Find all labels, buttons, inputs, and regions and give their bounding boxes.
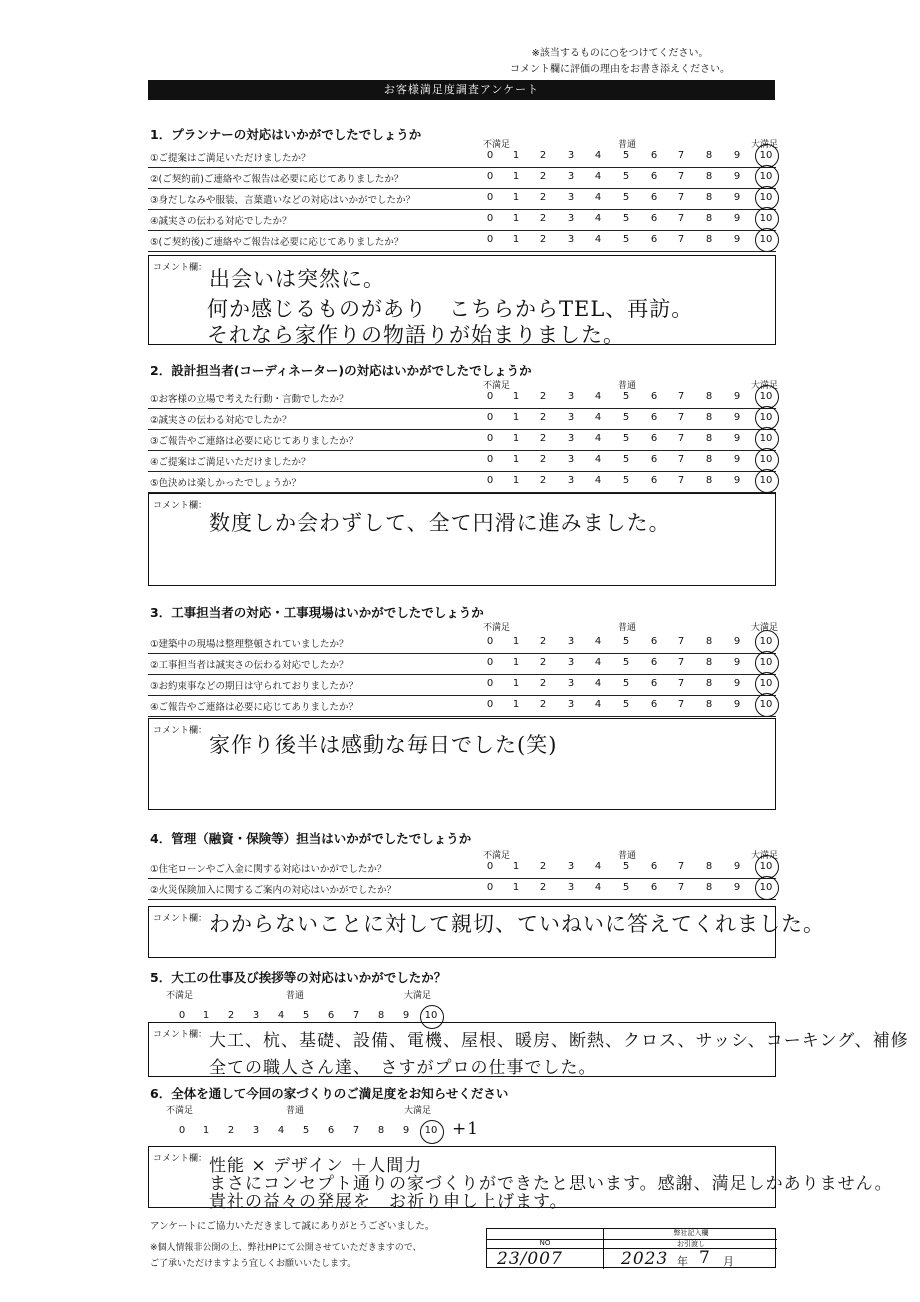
rating-option[interactable]: 7 [352, 1125, 360, 1136]
rating-option[interactable]: 1 [512, 882, 520, 893]
scale-mid-label: 普通 [618, 623, 637, 633]
rating-option[interactable]: 5 [622, 433, 630, 444]
comment-box-3 [148, 718, 776, 810]
rating-option[interactable]: 6 [650, 391, 658, 402]
question-text: ④ご報告やご連絡は必要に応じてありましたか？ [150, 702, 359, 713]
rating-option[interactable]: 4 [277, 1125, 285, 1136]
rating-option[interactable]: 9 [733, 882, 741, 893]
rating-option[interactable]: 8 [705, 657, 713, 668]
rating-option[interactable]: 9 [733, 678, 741, 689]
rating-option[interactable]: 0 [486, 678, 494, 689]
rating-option[interactable]: 6 [650, 657, 658, 668]
rating-option[interactable]: 4 [594, 882, 602, 893]
comment-box-1 [148, 255, 776, 345]
section-title-3: 3．工事担当者の対応・工事現場はいかがでしたでしょうか [150, 605, 484, 620]
question-row [148, 429, 776, 451]
comment-label: コメント欄： [153, 914, 208, 924]
rating-option[interactable]: 9 [733, 454, 741, 465]
rating-option[interactable]: 7 [677, 454, 685, 465]
question-text: ②工事担当者は誠実さの伝わる対応でしたか？ [150, 660, 349, 671]
rating-option[interactable]: 4 [277, 1010, 285, 1021]
rating-option[interactable]: 1 [512, 475, 520, 486]
rating-option[interactable]: 2 [539, 861, 547, 872]
rating-option[interactable]: 0 [486, 636, 494, 647]
rating-option[interactable]: 10 [759, 234, 773, 245]
question-row [148, 209, 776, 231]
scale-high-label: 大満足 [404, 1106, 432, 1116]
rating-option[interactable]: 6 [650, 433, 658, 444]
rating-option[interactable]: 5 [622, 699, 630, 710]
question-row [148, 450, 776, 472]
rating-option[interactable]: 10 [759, 678, 773, 689]
rating-option[interactable]: 2 [539, 433, 547, 444]
scale-low-label: 不満足 [483, 623, 511, 633]
question-row [148, 230, 776, 252]
rating-option[interactable]: 9 [733, 433, 741, 444]
rating-option[interactable]: 2 [539, 171, 547, 182]
rating-option[interactable]: 3 [567, 412, 575, 423]
rating-option[interactable]: 9 [402, 1125, 410, 1136]
scale-mid-label: 普通 [618, 851, 637, 861]
rating-option[interactable]: 3 [567, 192, 575, 203]
rating-option[interactable]: 8 [705, 234, 713, 245]
rating-option[interactable]: 1 [512, 192, 520, 203]
scale-high-label: 大満足 [751, 140, 779, 150]
rating-option[interactable]: 4 [594, 213, 602, 224]
rating-option[interactable]: 2 [539, 391, 547, 402]
rating-option[interactable]: 5 [622, 636, 630, 647]
question-text: ③身だしなみや服装、言葉遣いなどの対応はいかがでしたか？ [150, 195, 416, 206]
rating-option[interactable]: 10 [759, 861, 773, 872]
rating-option[interactable]: 10 [759, 636, 773, 647]
rating-option[interactable]: 2 [539, 678, 547, 689]
instruction-note-2: コメント欄に評価の理由をお書き添えください。 [510, 64, 730, 75]
rating-option[interactable]: 2 [539, 192, 547, 203]
month-unit: 月 [723, 1255, 734, 1268]
rating-option[interactable]: 3 [567, 861, 575, 872]
rating-option[interactable]: 5 [622, 234, 630, 245]
rating-option[interactable]: 2 [539, 657, 547, 668]
rating-option[interactable]: 10 [424, 1125, 438, 1136]
rating-option[interactable]: 7 [677, 657, 685, 668]
question-text: ②火災保険加入に関するご案内の対応はいかがでしたか？ [150, 885, 397, 896]
rating-option[interactable]: 8 [705, 171, 713, 182]
rating-option[interactable]: 3 [567, 475, 575, 486]
rating-option[interactable]: 0 [178, 1010, 186, 1021]
rating-option[interactable]: 3 [252, 1125, 260, 1136]
rating-option[interactable]: 3 [567, 433, 575, 444]
rating-option[interactable]: 10 [759, 412, 773, 423]
rating-option[interactable]: 9 [733, 391, 741, 402]
rating-option[interactable]: 9 [733, 171, 741, 182]
question-text: ⑤色決めは楽しかったでしょうか？ [150, 478, 302, 489]
question-text: ①住宅ローンやご入金に関する対応はいかがでしたか？ [150, 864, 387, 875]
rating-option[interactable]: 8 [705, 412, 713, 423]
comment-box-6 [148, 1146, 893, 1212]
selected-rating-circle [755, 693, 779, 717]
rating-option[interactable]: 1 [512, 699, 520, 710]
handwritten-comment-line: まさにコンセプト通りの家づくりができたと思います。感謝、満足しかありません。 [209, 1174, 893, 1194]
question-row [148, 674, 776, 696]
rating-option[interactable]: 7 [677, 882, 685, 893]
rating-option[interactable]: 3 [567, 150, 575, 161]
selected-rating-circle [420, 1120, 444, 1144]
rating-option[interactable]: 10 [759, 657, 773, 668]
rating-option[interactable]: 5 [622, 150, 630, 161]
rating-option[interactable]: 10 [759, 192, 773, 203]
rating-option[interactable]: 10 [759, 475, 773, 486]
rating-option[interactable]: 8 [705, 391, 713, 402]
rating-option[interactable]: 0 [486, 171, 494, 182]
rating-option[interactable]: 0 [178, 1125, 186, 1136]
question-row [148, 632, 776, 654]
rating-option[interactable]: 10 [759, 213, 773, 224]
section-title-4: 4．管理（融資・保険等）担当はいかがでしたでしょうか [150, 831, 472, 846]
handwritten-comment-line: 家作り後半は感動な毎日でした(笑) [209, 733, 558, 757]
question-text: ④誠実さの伝わる対応でしたか？ [150, 216, 292, 227]
scale-high-label: 大満足 [751, 381, 779, 391]
rating-option[interactable]: 1 [512, 636, 520, 647]
question-text: ②誠実さの伝わる対応でしたか？ [150, 415, 292, 426]
instruction-note-1: ※該当するものに○をつけてください。 [531, 48, 709, 59]
question-row [148, 387, 776, 409]
rating-option[interactable]: 3 [567, 657, 575, 668]
handwritten-comment-line: 全ての職人さん達、 さすがプロの仕事でした。 [209, 1058, 597, 1078]
rating-option[interactable]: 5 [302, 1125, 310, 1136]
rating-option[interactable]: 5 [622, 391, 630, 402]
rating-option[interactable]: 9 [733, 192, 741, 203]
rating-option[interactable]: 7 [677, 213, 685, 224]
question-text: ①お客様の立場で考えた行動・言動でしたか？ [150, 394, 349, 405]
question-row [148, 857, 776, 879]
question-text: ⑤(ご契約後)ご連絡やご報告は必要に応じてありましたか？ [150, 237, 404, 248]
question-row [148, 408, 776, 430]
rating-option[interactable]: 6 [327, 1010, 335, 1021]
rating-option[interactable]: 7 [677, 234, 685, 245]
rating-option[interactable]: 0 [486, 657, 494, 668]
rating-option[interactable]: 8 [705, 454, 713, 465]
rating-option[interactable]: 0 [486, 433, 494, 444]
rating-option[interactable]: 9 [733, 699, 741, 710]
rating-option[interactable]: 1 [512, 412, 520, 423]
rating-option[interactable]: 4 [594, 192, 602, 203]
rating-option[interactable]: 2 [539, 475, 547, 486]
rating-option[interactable]: 2 [227, 1010, 235, 1021]
rating-option[interactable]: 4 [594, 636, 602, 647]
rating-option[interactable]: 8 [705, 475, 713, 486]
question-row [148, 188, 776, 210]
rating-option[interactable]: 3 [567, 391, 575, 402]
rating-option[interactable]: 3 [567, 454, 575, 465]
office-use-label: 弊社記入欄 [673, 1229, 709, 1237]
question-text: ③お約束事などの期日は守られておりましたか？ [150, 681, 359, 692]
rating-option[interactable]: 0 [486, 391, 494, 402]
rating-option[interactable]: 10 [759, 391, 773, 402]
question-text: ①ご提案はご満足いただけましたか？ [150, 153, 311, 164]
rating-option[interactable]: 10 [424, 1010, 438, 1021]
rating-option[interactable]: 3 [567, 636, 575, 647]
scale-high-label: 大満足 [751, 623, 779, 633]
rating-option[interactable]: 1 [512, 678, 520, 689]
section-title-2: 2．設計担当者(コーディネーター)の対応はいかがでしたでしょうか [150, 363, 532, 378]
rating-option[interactable]: 10 [759, 454, 773, 465]
question-row [148, 167, 776, 189]
rating-option[interactable]: 5 [622, 192, 630, 203]
scale-mid-label: 普通 [618, 381, 637, 391]
rating-option[interactable]: 7 [677, 699, 685, 710]
rating-option[interactable]: 0 [486, 861, 494, 872]
rating-option[interactable]: 1 [512, 234, 520, 245]
rating-option[interactable]: 0 [486, 882, 494, 893]
rating-option[interactable]: 1 [512, 391, 520, 402]
selected-rating-circle [755, 228, 779, 252]
rating-option[interactable]: 8 [705, 213, 713, 224]
comment-box-5 [148, 1022, 909, 1078]
thanks-text: アンケートにご協力いただきまして誠にありがとうございました。 [150, 1221, 435, 1232]
rating-option[interactable]: 9 [733, 636, 741, 647]
rating-option[interactable]: 6 [650, 234, 658, 245]
rating-option[interactable]: 1 [512, 171, 520, 182]
rating-option[interactable]: 0 [486, 150, 494, 161]
year-unit: 年 [677, 1255, 688, 1268]
rating-option[interactable]: 6 [650, 171, 658, 182]
rating-option[interactable]: 3 [567, 213, 575, 224]
rating-option[interactable]: 8 [705, 882, 713, 893]
rating-option[interactable]: 9 [733, 213, 741, 224]
rating-option[interactable]: 1 [512, 454, 520, 465]
section-title-6: 6．全体を通して今回の家づくりのご満足度をお知らせください [150, 1086, 509, 1101]
rating-option[interactable]: 6 [650, 636, 658, 647]
handwritten-comment-line: わからないことに対して親切、ていねいに答えてくれました。 [209, 912, 825, 936]
handwritten-comment-line: それなら家作りの物語りが始まりました。 [207, 323, 625, 347]
rating-option[interactable]: 1 [512, 213, 520, 224]
rating-option[interactable]: 3 [567, 234, 575, 245]
rating-option[interactable]: 9 [733, 150, 741, 161]
scale-low-label: 不満足 [483, 851, 511, 861]
rating-option[interactable]: 7 [677, 150, 685, 161]
rating-option[interactable]: 1 [202, 1125, 210, 1136]
rating-option[interactable]: 6 [650, 192, 658, 203]
rating-option[interactable]: 9 [733, 475, 741, 486]
rating-option[interactable]: 7 [677, 391, 685, 402]
handwritten-comment-line: 出会いは突然に。 [209, 267, 385, 291]
rating-option[interactable]: 5 [622, 171, 630, 182]
rating-option[interactable]: 0 [486, 412, 494, 423]
question-text: ①建築中の現場は整理整頓されていましたか？ [150, 639, 349, 650]
rating-option[interactable]: 1 [512, 150, 520, 161]
question-text: ②(ご契約前)ご連絡やご報告は必要に応じてありましたか？ [150, 174, 404, 185]
comment-label: コメント欄： [153, 501, 208, 511]
rating-option[interactable]: 1 [512, 657, 520, 668]
rating-option[interactable]: 3 [567, 882, 575, 893]
rating-option[interactable]: 0 [486, 213, 494, 224]
rating-option[interactable]: 9 [733, 657, 741, 668]
rating-option[interactable]: 2 [539, 454, 547, 465]
rating-option[interactable]: 5 [622, 213, 630, 224]
rating-option[interactable]: 8 [377, 1010, 385, 1021]
selected-rating-circle [755, 876, 779, 900]
rating-option[interactable]: 9 [733, 234, 741, 245]
rating-option[interactable]: 7 [677, 412, 685, 423]
rating-option[interactable]: 2 [539, 213, 547, 224]
rating-option[interactable]: 5 [622, 678, 630, 689]
rating-option[interactable]: 8 [705, 678, 713, 689]
rating-option[interactable]: 8 [377, 1125, 385, 1136]
rating-option[interactable]: 0 [486, 454, 494, 465]
scale-mid-label: 普通 [618, 140, 637, 150]
rating-option[interactable]: 10 [759, 882, 773, 893]
rating-option[interactable]: 7 [677, 636, 685, 647]
rating-option[interactable]: 0 [486, 699, 494, 710]
handwritten-comment-line: 貴社の益々の発展を お祈り申し上げます。 [209, 1192, 568, 1212]
rating-option[interactable]: 4 [594, 861, 602, 872]
rating-option[interactable]: 10 [759, 699, 773, 710]
rating-option[interactable]: 3 [567, 699, 575, 710]
scale-high-label: 大満足 [751, 851, 779, 861]
rating-option[interactable]: 10 [759, 433, 773, 444]
rating-option[interactable]: 3 [567, 678, 575, 689]
comment-box-2 [148, 493, 776, 586]
scale-low-label: 不満足 [166, 991, 194, 1001]
rating-option[interactable]: 4 [594, 391, 602, 402]
rating-option[interactable]: 1 [512, 861, 520, 872]
rating-option[interactable]: 2 [227, 1125, 235, 1136]
comment-label: コメント欄： [153, 726, 208, 736]
handwritten-comment-line: 大工、杭、基礎、設備、電機、屋根、暖房、断熱、クロス、サッシ、コーキング、補修 [209, 1031, 909, 1051]
rating-option[interactable]: 4 [594, 171, 602, 182]
rating-option[interactable]: 8 [705, 861, 713, 872]
scale-high-label: 大満足 [404, 991, 432, 1001]
rating-option[interactable]: 4 [594, 150, 602, 161]
scale-low-label: 不満足 [166, 1106, 194, 1116]
rating-option[interactable]: 4 [594, 454, 602, 465]
handover-year: 2023 [621, 1249, 669, 1269]
rating-option[interactable]: 6 [650, 475, 658, 486]
comment-label: コメント欄： [153, 1154, 208, 1164]
rating-option[interactable]: 2 [539, 234, 547, 245]
rating-option[interactable]: 6 [650, 678, 658, 689]
rating-option[interactable]: 6 [650, 412, 658, 423]
rating-option[interactable]: 1 [512, 433, 520, 444]
rating-option[interactable]: 4 [594, 234, 602, 245]
rating-option[interactable]: 6 [327, 1125, 335, 1136]
rating-option[interactable]: 7 [677, 433, 685, 444]
survey-title: お客様満足度調査アンケート [148, 80, 775, 100]
rating-option[interactable]: 6 [650, 213, 658, 224]
handwritten-comment-line: 性能 × デザイン ＋人間力 [209, 1156, 423, 1176]
comment-label: コメント欄： [153, 263, 208, 273]
scale-low-label: 不満足 [483, 381, 511, 391]
handwritten-comment-line: 数度しか会わずして、全て円滑に進みました。 [209, 511, 671, 535]
rating-option[interactable]: 5 [622, 882, 630, 893]
rating-option[interactable]: 6 [650, 454, 658, 465]
rating-option[interactable]: 4 [594, 412, 602, 423]
comment-label: コメント欄： [153, 1030, 208, 1040]
rating-option[interactable]: 2 [539, 699, 547, 710]
question-text: ④ご提案はご満足いただけましたか？ [150, 457, 311, 468]
scale-low-label: 不満足 [483, 140, 511, 150]
rating-option[interactable]: 5 [622, 475, 630, 486]
no-value: 23/007 [497, 1249, 563, 1269]
no-label: NO [539, 1239, 551, 1247]
rating-option[interactable]: 10 [759, 171, 773, 182]
handwritten-comment-line: 何か感じるものがあり こちらからTEL、再訪。 [207, 297, 694, 321]
rating-option[interactable]: 7 [677, 678, 685, 689]
rating-option[interactable]: 2 [539, 882, 547, 893]
comment-box-4 [148, 906, 825, 958]
rating-option[interactable]: 7 [352, 1010, 360, 1021]
question-row [148, 146, 776, 168]
rating-option[interactable]: 7 [677, 475, 685, 486]
rating-option[interactable]: 2 [539, 412, 547, 423]
privacy-note-2: ご了承いただけますよう宜しくお願いいたします。 [150, 1259, 357, 1269]
rating-option[interactable]: 10 [759, 150, 773, 161]
selected-rating-circle [755, 469, 779, 493]
privacy-note-1: ※個人情報非公開の上、弊社HPにて公開させていただきますので、 [150, 1243, 422, 1253]
scale-mid-label: 普通 [286, 991, 305, 1001]
rating-option[interactable]: 4 [594, 678, 602, 689]
rating-option[interactable]: 5 [622, 454, 630, 465]
rating-option[interactable]: 1 [202, 1010, 210, 1021]
question-text: ③ご報告やご連絡は必要に応じてありましたか？ [150, 436, 359, 447]
section-title-1: 1．プランナーの対応はいかがでしたでしょうか [150, 127, 422, 142]
rating-option[interactable]: 7 [677, 192, 685, 203]
rating-option[interactable]: 6 [650, 699, 658, 710]
rating-option[interactable]: 8 [705, 433, 713, 444]
handover-month: 7 [699, 1248, 711, 1268]
scale-mid-label: 普通 [286, 1106, 305, 1116]
rating-option[interactable]: 4 [594, 433, 602, 444]
rating-option[interactable]: 5 [302, 1010, 310, 1021]
rating-option[interactable]: 4 [594, 475, 602, 486]
rating-option[interactable]: 0 [486, 192, 494, 203]
rating-option[interactable]: 2 [539, 636, 547, 647]
rating-option[interactable]: 6 [650, 150, 658, 161]
rating-option[interactable]: 4 [594, 657, 602, 668]
handover-label: お引渡し [677, 1240, 705, 1248]
rating-option[interactable]: 9 [733, 412, 741, 423]
rating-option[interactable]: 0 [486, 475, 494, 486]
rating-option[interactable]: 9 [402, 1010, 410, 1021]
rating-option[interactable]: 5 [622, 657, 630, 668]
rating-option[interactable]: 2 [539, 150, 547, 161]
rating-option[interactable]: 5 [622, 412, 630, 423]
extra-rating-mark: +1 [452, 1119, 480, 1139]
question-row [148, 878, 776, 900]
rating-option[interactable]: 5 [622, 861, 630, 872]
rating-option[interactable]: 7 [677, 171, 685, 182]
rating-option[interactable]: 3 [567, 171, 575, 182]
rating-option[interactable]: 6 [650, 861, 658, 872]
rating-option[interactable]: 8 [705, 150, 713, 161]
rating-option[interactable]: 4 [594, 699, 602, 710]
section-title-5: 5．大工の仕事及び挨拶等の対応はいかがでしたか？ [150, 970, 447, 985]
rating-option[interactable]: 6 [650, 882, 658, 893]
rating-option[interactable]: 0 [486, 234, 494, 245]
rating-option[interactable]: 9 [733, 861, 741, 872]
question-row [148, 471, 776, 493]
rating-option[interactable]: 8 [705, 192, 713, 203]
rating-option[interactable]: 7 [677, 861, 685, 872]
question-row [148, 695, 776, 717]
office-use-box [486, 1228, 776, 1268]
rating-option[interactable]: 8 [705, 636, 713, 647]
rating-option[interactable]: 3 [252, 1010, 260, 1021]
question-row [148, 653, 776, 675]
rating-option[interactable]: 8 [705, 699, 713, 710]
